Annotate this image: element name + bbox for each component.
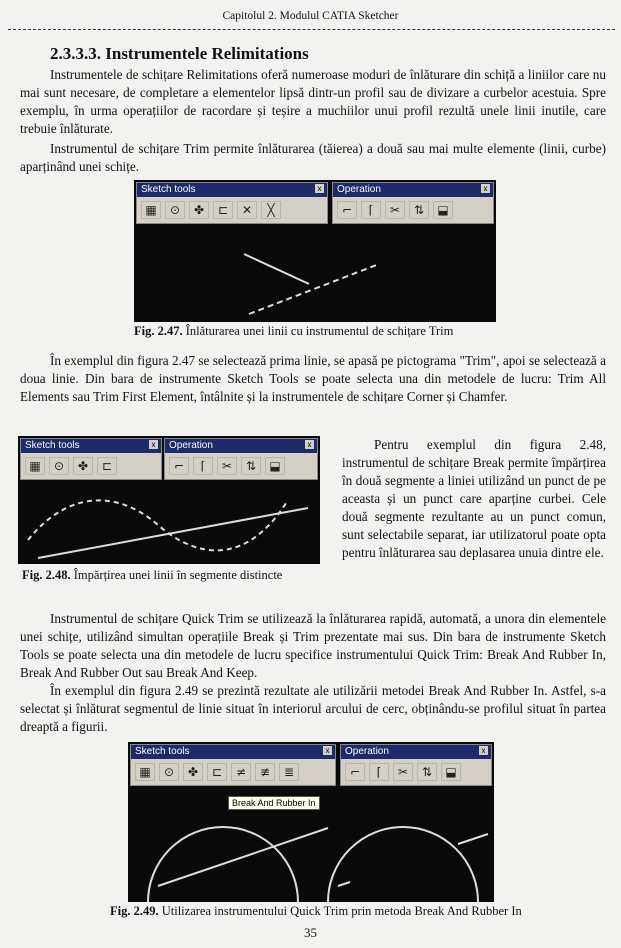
construction-icon[interactable]: ✤ [183, 763, 203, 781]
first-line[interactable] [244, 254, 309, 284]
section-title-text: Instrumentele Relimitations [105, 44, 309, 63]
section-number: 2.3.3.3. [50, 44, 101, 63]
close-icon[interactable]: x [315, 184, 324, 193]
construction-icon[interactable]: ✤ [73, 457, 93, 475]
symmetry-icon[interactable]: ⇅ [417, 763, 437, 781]
break-keep-icon[interactable]: ≣ [279, 763, 299, 781]
sketch-tools-toolbar [20, 438, 162, 480]
grid-icon[interactable]: ▦ [25, 457, 45, 475]
operation-title: Operation [337, 184, 381, 195]
operation-toolbar [332, 182, 494, 224]
grid-icon[interactable]: ▦ [135, 763, 155, 781]
project-icon[interactable]: ⬓ [441, 763, 461, 781]
fig-2-49-caption: Fig. 2.49. Utilizarea instrumentului Quick Trim prin metoda Break And Rubber In [110, 904, 522, 918]
operation-toolbar [164, 438, 318, 480]
line-left[interactable] [158, 828, 328, 886]
break-paragraph: Pentru exemplul din figura 2.48, instrumentul de schițare Break permite împărțirea în două segmente a liniei utilizând un punct de pe aceasta și un punct care aparține curbei. Cele două segmente rezultante au un punct comun, sunt selectabile separat, iar utilizatorul poate opta pentru înlăturarea sau deplasarea unuia dintre ele. [342, 437, 606, 560]
quicktrim-example-paragraph: În exemplul din figura 2.49 se prezintă rezultate ale utilizării metodei Break And Rubber In. Astfel, s-a selectat și înlăturat segmentul de linie situat în interiorul arcului de cerc, obținându-se profilul situat în partea dreaptă a figurii. [20, 683, 606, 734]
trim-example-paragraph: În exemplul din figura 2.47 se selectează prima linie, se apasă pe pictograma "Trim", apoi se selectează a doua linie. Din bara de instrumente Sketch Tools se poate selecta una din metodele de lucru: Trim All Elements sau Trim First Element, întâlnite și la instrumentele de schițare Corner și Chamfer. [20, 353, 606, 404]
broken-line[interactable] [38, 508, 308, 558]
project-icon[interactable]: ⬓ [265, 457, 285, 475]
page-number: 35 [304, 925, 317, 940]
quicktrim-intro-paragraph: Instrumentul de schițare Quick Trim se utilizează la înlăturarea rapidă, automată, a unora din elementele unei schițe, utilizând simultan operațiile Break și Trim prezentate mai sus. Din bara de instrumente Sketch Tools se poate selecta una din metodele de lucru specifice instrumentului Quick Trim: Break And Rubber In, Break And Rubber Out sau Break And Keep. [20, 611, 606, 680]
trim-intro-paragraph: Instrumentul de schițare Trim permite înlăturarea (tăierea) a două sau mai multe elemente (linii, curbe) aparținând unei schițe. [20, 141, 606, 174]
sketch-tools-title: Sketch tools [135, 746, 190, 757]
grid-icon[interactable]: ▦ [141, 201, 161, 219]
fig-2-48-caption: Fig. 2.48. Împărțirea unei linii în segmente distincte [22, 568, 283, 582]
close-icon[interactable]: x [479, 746, 488, 755]
section-title [50, 44, 309, 64]
operation-toolbar [340, 744, 492, 786]
snap-icon[interactable]: ⊙ [159, 763, 179, 781]
close-icon[interactable]: x [149, 440, 158, 449]
line-right-tail[interactable] [458, 834, 488, 844]
intro-paragraph: Instrumentele de schițare Relimitations oferă numeroase moduri de înlăturare din schiță a liniilor care nu mai sunt necesare, de completare a elementelor lipsă dintr-un profil sau de divizare a curbelor acestuia. Spre exemplu, în urma operațiilor de racordare și teșire a muchiilor unui profil rezultă unele linii inutile, care trebuie înlăturate. [20, 67, 606, 136]
close-icon[interactable]: x [481, 184, 490, 193]
dimension-icon[interactable]: ⊏ [97, 457, 117, 475]
operation-title: Operation [345, 746, 389, 757]
trim-first-icon[interactable]: ╳ [261, 201, 281, 219]
operation-title: Operation [169, 440, 213, 451]
figure-2-49 [128, 742, 494, 902]
curve[interactable] [28, 500, 288, 550]
line-right-outer[interactable] [338, 882, 350, 886]
chamfer-icon[interactable]: ⌈ [193, 457, 213, 475]
break-rubber-in-icon[interactable]: ≠ [231, 763, 251, 781]
close-icon[interactable]: x [305, 440, 314, 449]
construction-icon[interactable]: ✤ [189, 201, 209, 219]
dimension-icon[interactable]: ⊏ [213, 201, 233, 219]
project-icon[interactable]: ⬓ [433, 201, 453, 219]
sketch-tools-toolbar [136, 182, 328, 224]
second-line[interactable] [249, 264, 379, 314]
symmetry-icon[interactable]: ⇅ [409, 201, 429, 219]
running-header: Capitolul 2. Modulul CATIA Sketcher [222, 10, 399, 22]
chamfer-icon[interactable]: ⌈ [361, 201, 381, 219]
trim-all-icon[interactable]: ✕ [237, 201, 257, 219]
break-icon[interactable]: ✂ [217, 457, 237, 475]
quick-trim-icon[interactable]: ✂ [393, 763, 413, 781]
dimension-icon[interactable]: ⊏ [207, 763, 227, 781]
quicktrim-drawing [128, 786, 494, 902]
corner-icon[interactable]: ⌐ [337, 201, 357, 219]
figure-2-47 [134, 180, 496, 322]
tooltip: Break And Rubber In [228, 796, 320, 810]
sketch-tools-title: Sketch tools [141, 184, 196, 195]
header-rule [8, 29, 615, 30]
chamfer-icon[interactable]: ⌈ [369, 763, 389, 781]
break-rubber-out-icon[interactable]: ≢ [255, 763, 275, 781]
corner-icon[interactable]: ⌐ [345, 763, 365, 781]
fig-2-47-caption: Fig. 2.47. Înlăturarea unei linii cu instrumentul de schițare Trim [134, 324, 454, 338]
corner-icon[interactable]: ⌐ [169, 457, 189, 475]
sketch-tools-title: Sketch tools [25, 440, 80, 451]
arc-right[interactable] [328, 827, 478, 902]
break-drawing [18, 480, 320, 564]
trim-icon[interactable]: ✂ [385, 201, 405, 219]
trim-drawing [134, 224, 496, 322]
snap-icon[interactable]: ⊙ [49, 457, 69, 475]
snap-icon[interactable]: ⊙ [165, 201, 185, 219]
close-icon[interactable]: x [323, 746, 332, 755]
sketch-tools-toolbar [130, 744, 336, 786]
symmetry-icon[interactable]: ⇅ [241, 457, 261, 475]
figure-2-48 [18, 436, 320, 564]
